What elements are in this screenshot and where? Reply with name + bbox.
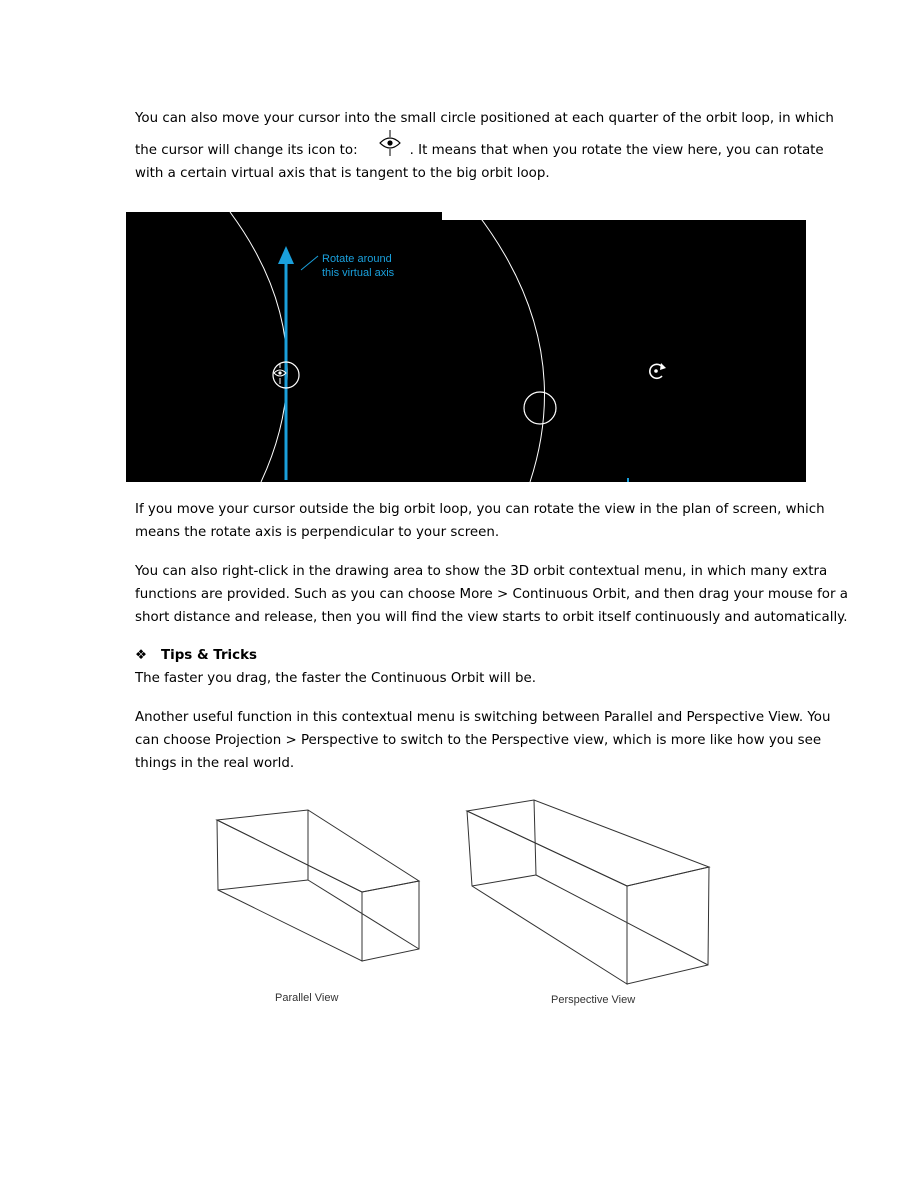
intro-paragraph xyxy=(135,107,855,185)
perspective-view-caption: Perspective View xyxy=(551,994,636,1006)
intro-text-part1: You can also move your cursor into the small circle positioned at each quarter of the orbit loop, in which the cursor will change its icon to: xyxy=(135,111,834,158)
right-black-panel xyxy=(442,220,806,482)
annotation-line1: Rotate around xyxy=(322,253,392,265)
outside-loop-paragraph: If you move your cursor outside the big orbit loop, you can rotate the view in the plan of screen, which means the rotate axis is perpendicular to your screen. xyxy=(135,502,825,540)
diamond-bullet-icon: ❖ xyxy=(135,648,148,663)
right-click-paragraph: You can also right-click in the drawing area to show the 3D orbit contextual menu, in which many extra functions are provided. Such as you can choose More > Continuous Orbit, and then drag your mouse for a short distance and release, then you will find the view starts to orbit itself continuously and automatically. xyxy=(135,564,848,625)
orbit-screenshot xyxy=(126,212,806,482)
eye-orbit-cursor-icon xyxy=(376,130,404,156)
tips-heading-text: Tips & Tricks xyxy=(161,648,257,663)
perspective-view-figure xyxy=(460,795,715,990)
tips-paragraph: The faster you drag, the faster the Continuous Orbit will be. xyxy=(135,671,537,686)
parallel-view-figure xyxy=(210,805,430,975)
parallel-view-caption: Parallel View xyxy=(275,992,339,1004)
annotation-line2: this virtual axis xyxy=(322,267,395,279)
projection-paragraph: Another useful function in this contextual menu is switching between Parallel and Perspective View. You can choose Projection > Perspective to switch to the Perspective view, which is more like how you see things in the real world. xyxy=(135,710,831,771)
intro-text-part2: . It means that when you rotate the view here, you can rotate with a certain virtual axis that is tangent to the big orbit loop. xyxy=(135,143,824,181)
tips-heading xyxy=(135,645,257,667)
